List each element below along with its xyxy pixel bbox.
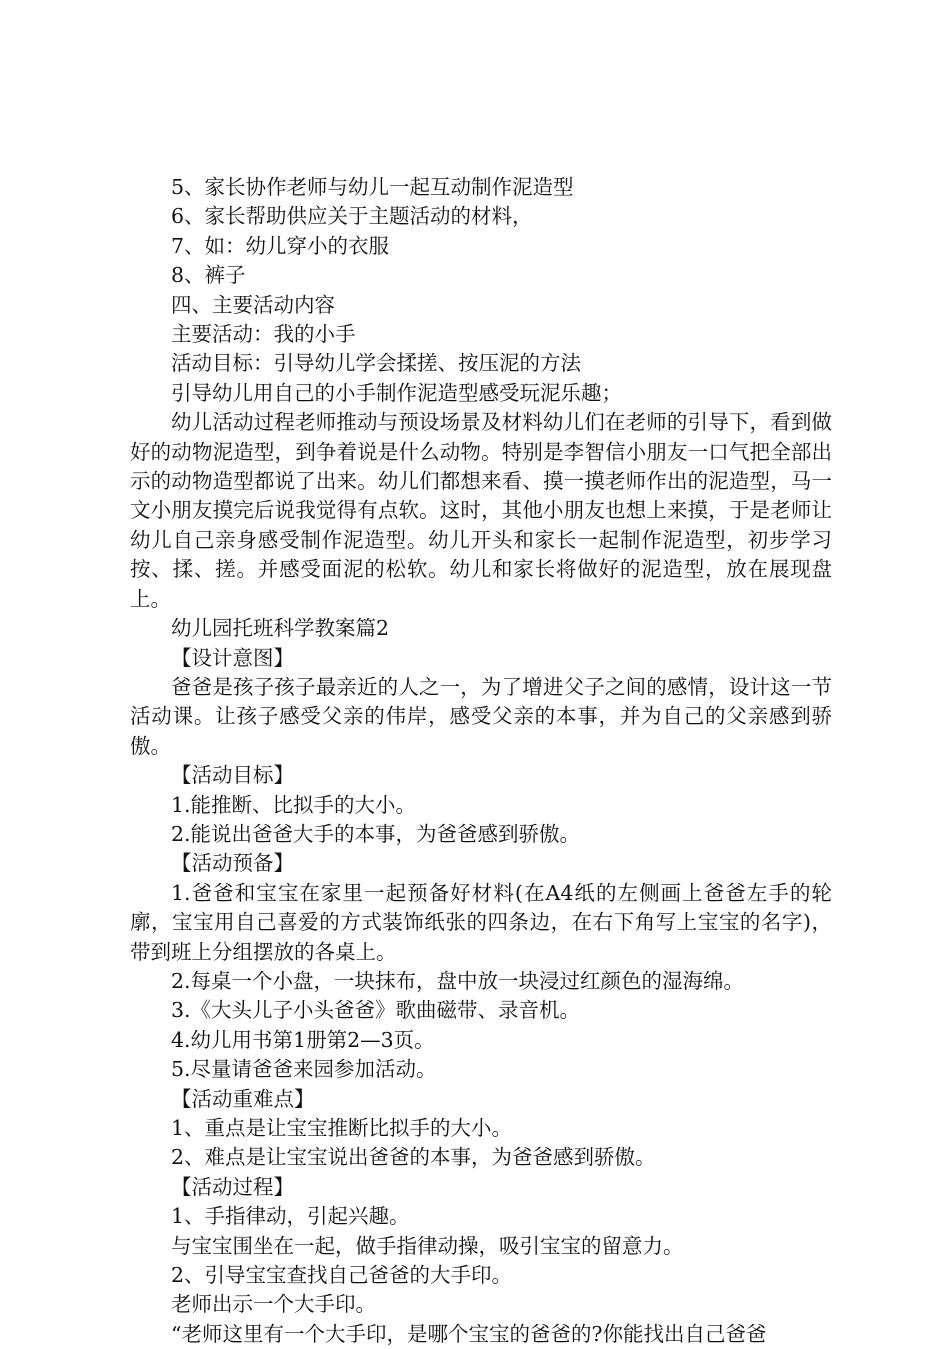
paragraph: 主要活动：我的小手 xyxy=(171,322,356,347)
list-item: 5.尽量请爸爸来园参加活动。 xyxy=(171,1057,437,1082)
document-body xyxy=(130,173,832,1349)
list-item: 3.《大头儿子小头爸爸》歌曲磁带、录音机。 xyxy=(171,998,581,1023)
paragraph: 5、家长协作老师与幼儿一起互动制作泥造型 xyxy=(171,175,574,199)
paragraph: 老师出示一个大手印。 xyxy=(171,1292,376,1317)
bracket-heading: 【活动预备】 xyxy=(171,851,294,876)
list-item: 2.能说出爸爸大手的本事，为爸爸感到骄傲。 xyxy=(171,821,581,846)
list-item: 1、重点是让宝宝推断比拟手的大小。 xyxy=(171,1116,513,1140)
section-heading: 幼儿园托班科学教案篇2 xyxy=(171,616,390,641)
paragraph: 与宝宝围坐在一起，做手指律动操，吸引宝宝的留意力。 xyxy=(171,1233,684,1258)
paragraph: 引导幼儿用自己的小手制作泥造型感受玩泥乐趣； xyxy=(171,380,622,405)
list-item: 1、手指律动，引起兴趣。 xyxy=(171,1204,410,1229)
paragraph: 6、家长帮助供应关于主题活动的材料， xyxy=(171,204,533,229)
list-item: 2.每桌一个小盘，一块抹布，盘中放一块浸过红颜色的湿海绵。 xyxy=(171,968,745,993)
paragraph: 7、如：幼儿穿小的衣服 xyxy=(171,233,390,258)
bracket-heading: 【活动重难点】 xyxy=(171,1086,315,1111)
paragraph: 8、裤子 xyxy=(171,263,246,288)
paragraph: 幼儿活动过程老师推动与预设场景及材料幼儿们在老师的引导下，看到做好的动物泥造型，到争着说是什么动物。特别是李智信小朋友一口气把全部出示的动物造型都说了出来。幼儿们都想来看、摸一摸老师作出的泥造型，马一文小朋友摸完后说我觉得有点软。这时，其他小朋友也想上来摸，于是老师让幼儿自己亲身感受制作泥造型。幼儿开头和家长一起制作泥造型，初步学习按、揉、搓。并感受面泥的松软。幼儿和家长将做好的泥造型，放在展现盘上。 xyxy=(130,410,832,611)
paragraph: “老师这里有一个大手印，是哪个宝宝的爸爸的?你能找出自己爸爸 xyxy=(171,1321,767,1346)
section-heading: 四、主要活动内容 xyxy=(171,292,335,317)
paragraph: 活动目标：引导幼儿学会揉搓、按压泥的方法 xyxy=(171,351,581,376)
list-item: 1.爸爸和宝宝在家里一起预备好材料(在A4纸的左侧画上爸爸左手的轮廓，宝宝用自己喜爱的方式装饰纸张的四条边，在右下角写上宝宝的名字)，带到班上分组摆放的各桌上。 xyxy=(130,880,832,964)
bracket-heading: 【活动目标】 xyxy=(171,763,294,788)
paragraph: 爸爸是孩子孩子最亲近的人之一，为了增进父子之间的感情，设计这一节活动课。让孩子感受父亲的伟岸，感受父亲的本事，并为自己的父亲感到骄傲。 xyxy=(130,674,832,758)
list-item: 4.幼儿用书第1册第2—3页。 xyxy=(171,1027,435,1052)
list-item: 2、难点是让宝宝说出爸爸的本事，为爸爸感到骄傲。 xyxy=(171,1145,656,1170)
bracket-heading: 【设计意图】 xyxy=(171,645,294,670)
list-item: 1.能推断、比拟手的大小。 xyxy=(171,792,417,817)
list-item: 2、引导宝宝查找自己爸爸的大手印。 xyxy=(171,1263,513,1288)
bracket-heading: 【活动过程】 xyxy=(171,1174,294,1199)
